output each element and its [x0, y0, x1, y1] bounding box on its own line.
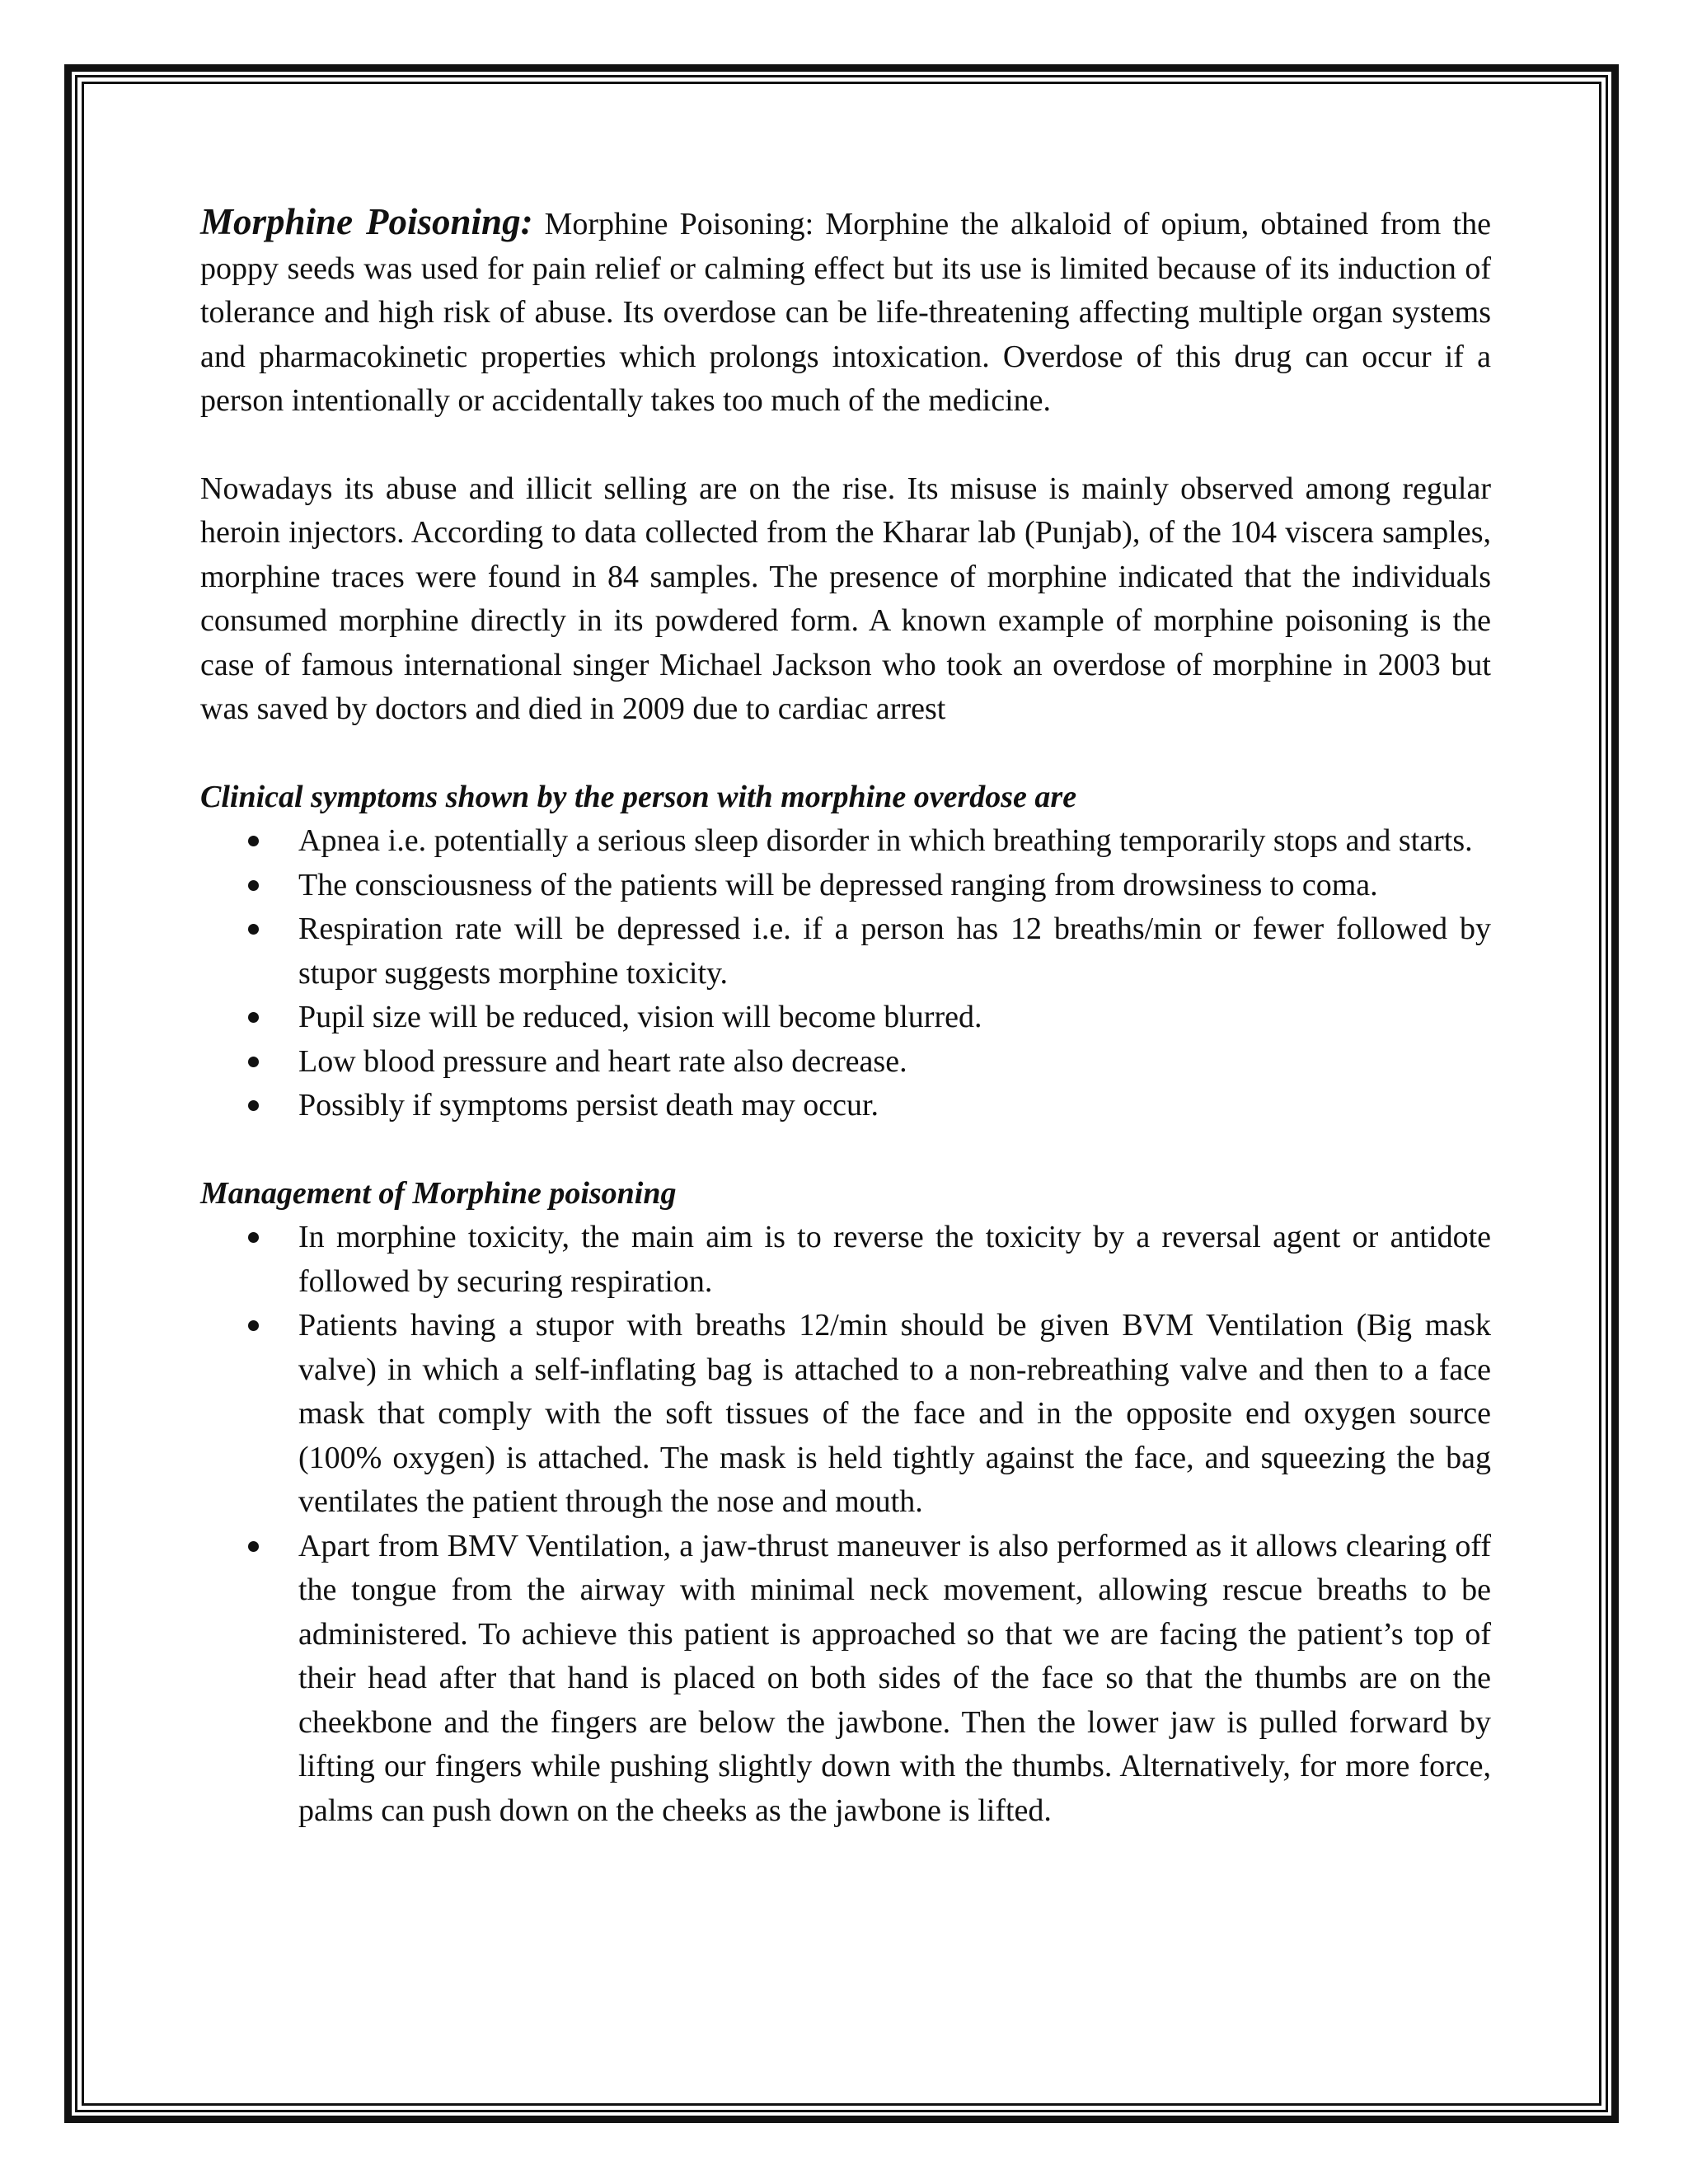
bullet-icon — [248, 924, 259, 935]
symptom-text: The consciousness of the patients will be depressed ranging from drowsiness to coma. — [298, 867, 1378, 902]
management-item — [200, 1216, 1491, 1304]
bullet-icon — [248, 1232, 259, 1243]
management-heading: Management of Morphine poisoning — [200, 1175, 677, 1211]
abuse-paragraph: Nowadays its abuse and illicit selling are on the rise. Its misuse is mainly observed among regular heroin injectors. According to data collected from the Kharar lab (Punjab), of the 104 viscera samples, morphine traces were found in 84 samples. The presence of morphine indicated that the individuals consumed morphine directly in its powdered form. A known example of morphine poisoning is the case of famous international singer Michael Jackson who took an overdose of morphine in 2003 but was saved by doctors and died in 2009 due to cardiac arrest — [200, 471, 1491, 726]
symptom-text: Pupil size will be reduced, vision will become blurred. — [298, 1000, 982, 1034]
management-item — [200, 1525, 1491, 1834]
bullet-icon — [248, 1012, 259, 1023]
symptom-item — [200, 819, 1491, 864]
symptom-text: Respiration rate will be depressed i.e. if a person has 12 breaths/min or fewer followed by stupor suggests morphine toxicity. — [298, 912, 1491, 991]
document-body — [200, 200, 1491, 1833]
bullet-icon — [248, 1320, 259, 1331]
symptoms-heading: Clinical symptoms shown by the person with morphine overdose are — [200, 779, 1077, 814]
management-list — [200, 1216, 1491, 1833]
bullet-icon — [248, 836, 259, 846]
bullet-icon — [248, 880, 259, 891]
intro-text: Morphine Poisoning: Morphine the alkaloid of opium, obtained from the poppy seeds was used for pain relief or calming effect but its use is limited because of its induction of tolerance and high risk of abuse. Its overdose can be life-threatening affecting multiple organ systems and pharmacokinetic properties which prolongs intoxication. Overdose of this drug can occur if a person intentionally or accidentally takes too much of the medicine. — [200, 207, 1491, 418]
symptom-item — [200, 864, 1491, 908]
symptom-item — [200, 1084, 1491, 1128]
symptom-text: Low blood pressure and heart rate also decrease. — [298, 1043, 907, 1079]
symptoms-list — [200, 819, 1491, 1128]
symptom-item — [200, 1040, 1491, 1085]
bullet-icon — [248, 1541, 259, 1552]
management-text: Patients having a stupor with breaths 12/min should be given BVM Ventilation (Big mask valve) in which a self-inflating bag is attached to a non-rebreathing valve and then to a face mask that comply with the soft tissues of the face and in the opposite end oxygen source (100% oxygen) is attached. The mask is held tightly against the face, and squeezing the bag ventilates the patient through the nose and mouth. — [298, 1308, 1491, 1519]
bullet-icon — [248, 1100, 259, 1111]
management-text: In morphine toxicity, the main aim is to reverse the toxicity by a reversal agent or antidote followed by securing respiration. — [298, 1220, 1491, 1299]
symptom-item — [200, 996, 1491, 1040]
symptom-text: Apnea i.e. potentially a serious sleep disorder in which breathing temporarily stops and starts. — [298, 823, 1473, 858]
intro-paragraph — [200, 200, 1491, 424]
paragraph-gap — [200, 732, 1491, 776]
management-item — [200, 1304, 1491, 1525]
document-title: Morphine Poisoning: — [200, 201, 533, 242]
symptom-text: Possibly if symptoms persist death may occur. — [298, 1088, 879, 1122]
paragraph-gap — [200, 424, 1491, 467]
bullet-icon — [248, 1057, 259, 1067]
paragraph-gap — [200, 1128, 1491, 1172]
management-text: Apart from BMV Ventilation, a jaw-thrust maneuver is also performed as it allows clearing off the tongue from the airway with minimal neck movement, allowing rescue breaths to be administered. To achieve this patient is approached so that we are facing the patient’s top of their head after that hand is placed on both sides of the face so that the thumbs are on the cheekbone and the fingers are below the jawbone. Then the lower jaw is pulled forward by lifting our fingers while pushing slightly down with the thumbs. Alternatively, for more force, palms can push down on the cheeks as the jawbone is lifted. — [298, 1528, 1491, 1828]
symptom-item — [200, 907, 1491, 996]
